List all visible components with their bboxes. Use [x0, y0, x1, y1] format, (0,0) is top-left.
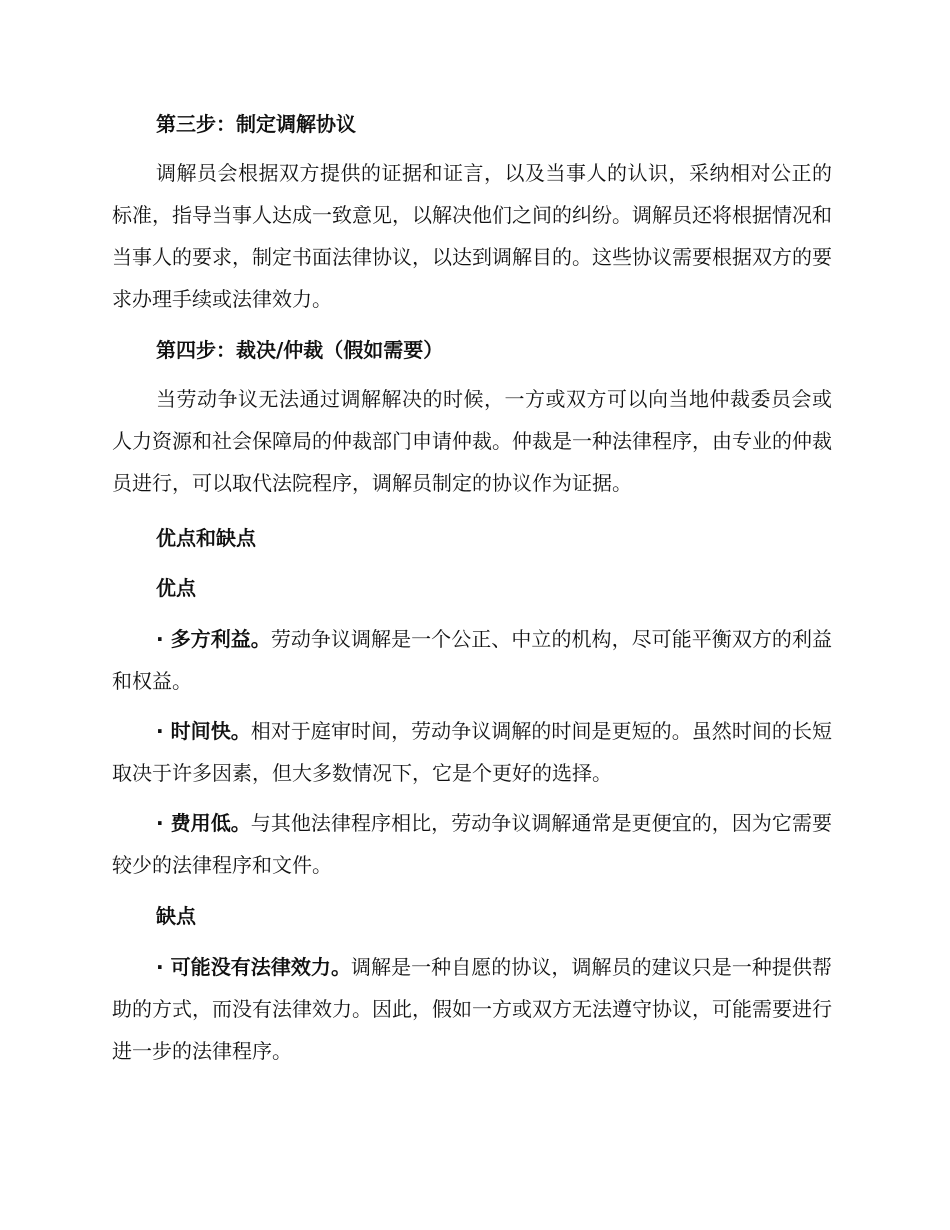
step3-heading: 第三步：制定调解协议 [156, 112, 356, 136]
pros-item-3-text: 与其他法律程序相比，劳动争议调解通常是更便宜的，因为它需要较少的法律程序和文件。 [112, 811, 833, 877]
pros-item-2-title: · 时间快。 [156, 719, 251, 743]
cons-item-1 [112, 946, 832, 1072]
cons-heading: 缺点 [156, 904, 196, 928]
pros-item-1-title: · 多方利益。 [156, 627, 271, 651]
pros-item-2 [112, 710, 832, 794]
step4-body: 当劳动争议无法通过调解解决的时候，一方或双方可以向当地仲裁委员会或人力资源和社会保障局的仲裁部门申请仲裁。仲裁是一种法律程序，由专业的仲裁员进行，可以取代法院程序，调解员制定的协议作为证据。 [112, 387, 832, 495]
pros-item-3 [112, 802, 832, 886]
step4-heading: 第四步：裁决/仲裁（假如需要） [156, 338, 444, 362]
cons-item-1-title: · 可能没有法律效力。 [156, 955, 351, 979]
pros-heading: 优点 [156, 576, 196, 600]
pros-cons-heading: 优点和缺点 [156, 526, 256, 550]
cons-item-1-text: 调解是一种自愿的协议，调解员的建议只是一种提供帮助的方式，而没有法律效力。因此，假如一方或双方无法遵守协议，可能需要进行进一步的法律程序。 [112, 955, 833, 1063]
pros-item-1-text: 劳动争议调解是一个公正、中立的机构，尽可能平衡双方的利益和权益。 [112, 627, 833, 693]
document-page [112, 104, 832, 1072]
pros-item-2-text: 相对于庭审时间，劳动争议调解的时间是更短的。虽然时间的长短取决于许多因素，但大多数情况下，它是个更好的选择。 [112, 719, 833, 785]
pros-item-1 [112, 618, 832, 702]
step3-body: 调解员会根据双方提供的证据和证言，以及当事人的认识，采纳相对公正的标准，指导当事人达成一致意见，以解决他们之间的纠纷。调解员还将根据情况和当事人的要求，制定书面法律协议，以达到调解目的。这些协议需要根据双方的要求办理手续或法律效力。 [112, 161, 832, 311]
pros-item-3-title: · 费用低。 [156, 811, 251, 835]
